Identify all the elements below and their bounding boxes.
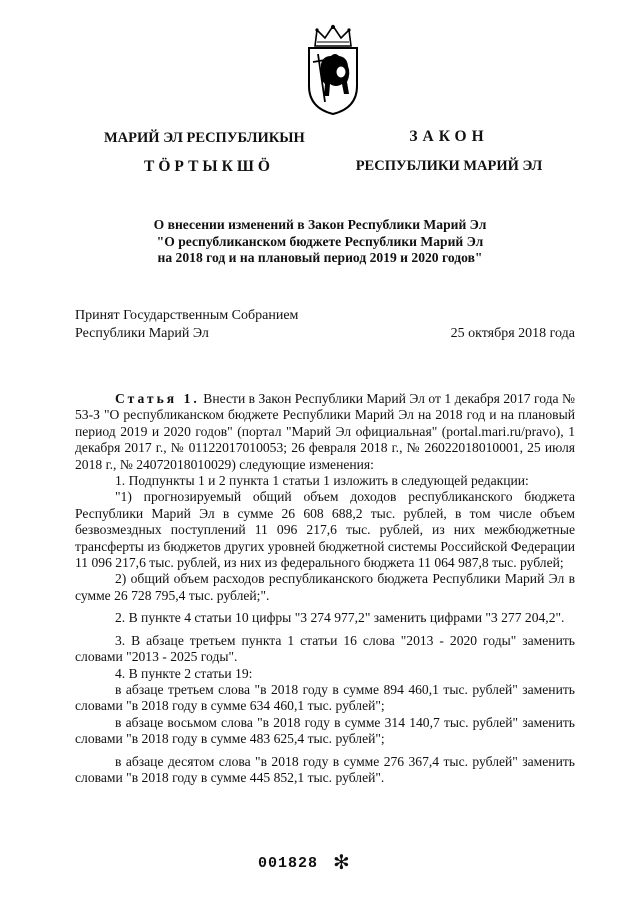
item-3: 3. В абзаце третьем пункта 1 статьи 16 слова "2013 - 2020 годы" заменить словами "2013 - 2025 годы". <box>75 632 575 665</box>
item-4-a: в абзаце третьем слова "в 2018 году в сумме 894 460,1 тыс. рублей" заменить словами "в 2018 году в сумме 634 460,1 тыс. рублей"; <box>75 681 575 714</box>
header-right-line2: РЕСПУБЛИКИ МАРИЙ ЭЛ <box>355 158 543 174</box>
adoption-block <box>75 307 575 342</box>
header-left-line2: ТӦРТЫКШӦ <box>144 158 274 175</box>
article-body <box>75 391 575 786</box>
coat-of-arms-icon <box>303 24 363 116</box>
adoption-date: 25 октября 2018 года <box>450 325 575 341</box>
title-line2: "О республиканском бюджете Республики Марий Эл <box>156 233 484 249</box>
item-2: 2. В пункте 4 статьи 10 цифры "3 274 977,2" заменить цифрами "3 277 204,2". <box>115 610 565 626</box>
asterisk-mark: ✻ <box>333 850 350 874</box>
item-1-sub-1: "1) прогнозируемый общий объем доходов республиканского бюджета Республики Марий Эл в сумме 26 608 688,2 тыс. рублей, в том числе объем безвозмездных поступлений 11 096 217,6 тыс. рублей, из них межбюджетные трансферты из бюджетов других уровней бюджетной системы Российской Федерации 11 096 217,6 тыс. рублей, из них из федерального бюджета 11 064 987,8 тыс. рублей; <box>75 489 575 571</box>
item-1-sub-2: 2) общий объем расходов республиканского бюджета Республики Марий Эл в сумме 26 728 795,4 тыс. рублей;". <box>75 571 575 603</box>
item-4-c: в абзаце десятом слова "в 2018 году в сумме 276 367,4 тыс. рублей" заменить словами "в 2018 году в сумме 445 852,1 тыс. рублей". <box>75 753 575 785</box>
adoption-line1: Принят Государственным Собранием <box>75 308 299 323</box>
item-4-b: в абзаце восьмом слова "в 2018 году в сумме 314 140,7 тыс. рублей" заменить словами "в 2018 году в сумме 483 625,4 тыс. рублей"; <box>75 714 575 747</box>
document-title <box>70 217 570 267</box>
item-4: 4. В пункте 2 статьи 19: <box>115 665 253 681</box>
article-label: Статья 1. <box>115 391 200 406</box>
article-intro <box>75 391 575 473</box>
header-left-line1: МАРИЙ ЭЛ РЕСПУБЛИКЫН <box>104 130 305 146</box>
item-1: 1. Подпункты 1 и 2 пункта 1 статьи 1 изложить в следующей редакции: <box>115 473 529 489</box>
header-right-line1: ЗАКОН <box>409 128 489 145</box>
article-intro-text: Внести в Закон Республики Марий Эл от 1 декабря 2017 года № 53-З "О республиканском бюджете Республики Марий Эл на 2018 год и на плановый период 2019 и 2020 годов" (портал "Марий Эл официальная" (portal.mari.ru/pravo), 1 декабря 2017 г., № 01122017010053; 26 февраля 2018 г., № 26022018010001, 25 июля 2018 г., № 24072018010029) следующие изменения: <box>75 391 575 472</box>
title-line1: О внесении изменений в Закон Республики Марий Эл <box>153 217 487 232</box>
adoption-line2: Республики Марий Эл <box>75 325 209 341</box>
title-line3: на 2018 год и на плановый период 2019 и 2020 годов" <box>157 250 483 265</box>
serial-number: 001828 <box>258 855 319 872</box>
